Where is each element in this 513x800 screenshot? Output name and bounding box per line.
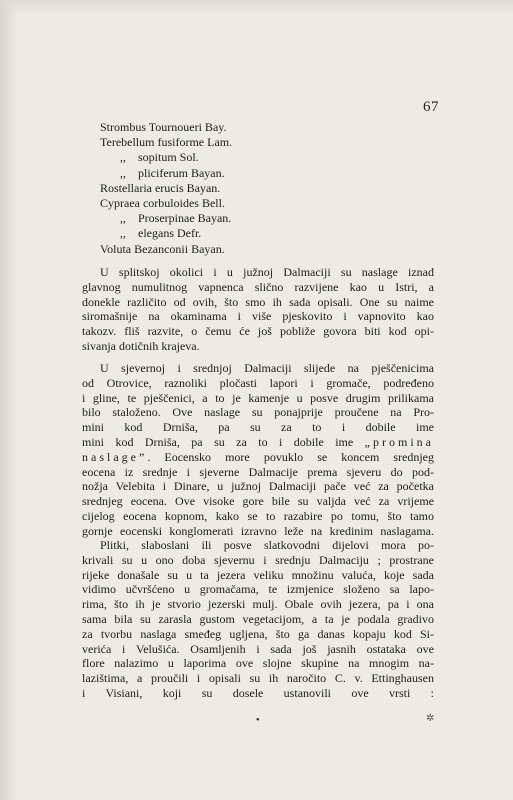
text-line: U sjevernoj i srednjoj Dalmaciji slijede na pješčenicima [100, 361, 434, 375]
text-line: vidimo učvršćeno u gromačama, te izmjenice složeno sa lapo- [82, 582, 434, 597]
species-name: Proserpinae Bayan. [138, 211, 232, 226]
asterisk-mark: ✲ [426, 713, 435, 724]
text-fragment: . Eocensko more povuklo se koncem srednjeg [147, 449, 434, 464]
paragraph-freshwater [82, 538, 434, 730]
species-name: elegans Defr. [138, 226, 202, 241]
spaced-term: naslage” [82, 449, 148, 464]
ditto-mark: ,, [120, 226, 126, 241]
text-line: mini kod Drniša, pa su za to i dobile ime [82, 420, 434, 435]
species-item [100, 120, 232, 135]
ditto-mark: ,, [120, 150, 126, 165]
text-line: gornje eocenski konglomerati izravno leže na kredinim naslagama. [82, 523, 434, 538]
text-line: rima, što ih je stvorio jezerski mulj. Obale ovih jezera, pa i ona [82, 597, 434, 612]
text-line: flore nalazimo u laporima ove slojne skupine na mnogim na- [82, 656, 434, 671]
page-top-shadow [0, 0, 513, 14]
spaced-term: „promina [364, 434, 434, 449]
species-name: pliciferum Bayan. [138, 165, 225, 180]
species-item [100, 226, 232, 241]
species-name: Cypraea corbuloides Bell. [100, 196, 225, 211]
text-line: lazištima, a proučili i opisali su ih naročito C. v. Ettinghausen [82, 671, 434, 686]
page-edge-shadow [0, 0, 18, 800]
text-line: sivanja dotičnih krajeva. [82, 338, 200, 353]
text-line: glavnog numulitnog vapnenca slično razvijene kao u Istri, a [82, 279, 434, 294]
species-item [100, 211, 232, 226]
page-number: 67 [423, 99, 439, 115]
text-line: sama bila su zarasla gustom vegetacijom, a ta je podala gradivo [82, 611, 434, 626]
text-line: rijeke donašale su u ta jezera veliku množinu valuća, koje sada [82, 567, 434, 582]
text-line: za tvorbu naslaga smeđeg ugljena, što ga danas kopaju kod Si- [82, 626, 434, 641]
text-line: eocena iz srednje i sjeverne Dalmacije prema sjeveru do pod- [82, 464, 434, 479]
text-line [82, 450, 434, 465]
species-name: Strombus Tournoueri Bay. [100, 120, 227, 134]
species-item [100, 166, 232, 181]
text-line: takozv. fliš razvite, o čemu će još pobliže govora biti kod opi- [82, 324, 434, 339]
text-line: od Otrovice, raznoliki pločasti lapori i gromače, podređeno [82, 375, 434, 390]
text-line: U splitskoj okolici i u južnoj Dalmaciji su naslage iznad [100, 265, 434, 279]
species-name: Terebellum fusiforme Lam. [100, 135, 233, 150]
species-name: Rostellaria erucis Bayan. [100, 180, 221, 195]
text-line: krivali su u ono doba sjevernu i srednju Dalmaciju ; prostrane [82, 552, 434, 567]
text-line: bilo staloženo. Ove naslage su ponajprije proučene na Pro- [82, 405, 434, 420]
text-line [82, 701, 434, 716]
species-item [100, 196, 232, 211]
text-line: i Visiani, koji su dosele ustanovili ove vrsti : [82, 685, 434, 700]
text-line: verića i Velušića. Osamljenih i sada još jasnih ostataka ove [82, 641, 434, 656]
text-line: nožja Velebita i Dinare, u južnoj Dalmaciji pače već za početka [82, 479, 434, 494]
paragraph-split [82, 265, 434, 354]
text-line [82, 435, 434, 450]
species-item [100, 181, 232, 196]
text-fragment: mini kod Drniša, pa su za to i dobile ime [82, 434, 365, 449]
species-item [100, 150, 232, 165]
ditto-mark: ,, [120, 165, 126, 180]
species-list [100, 120, 232, 257]
text-line: Plitki, slaboslani ili posve slatkovodni dijelovi mora po- [100, 538, 434, 552]
species-name: sopitum Sol. [138, 150, 199, 165]
text-line: cijelog eocena kopnom, kako se to razabire po tomu, što tamo [82, 508, 434, 523]
text-line: i gline, te pješčenici, a to je kamenje u posve drugim prilikama [82, 390, 434, 405]
species-name: Voluta Bezanconii Bayan. [100, 241, 225, 256]
text-line: srednjeg eocena. Ove visoke gore bile su valjda već za vrijeme [82, 494, 434, 509]
text-line: donekle različito od ovih, što smo ih sada opisali. One su naime [82, 294, 434, 309]
signature-dot: • [256, 715, 260, 726]
species-item [100, 242, 232, 257]
species-item [100, 135, 232, 150]
text-line: siromašnije na okaminama i više pjeskovito i vapnovito kao [82, 309, 434, 324]
ditto-mark: ,, [120, 211, 126, 226]
